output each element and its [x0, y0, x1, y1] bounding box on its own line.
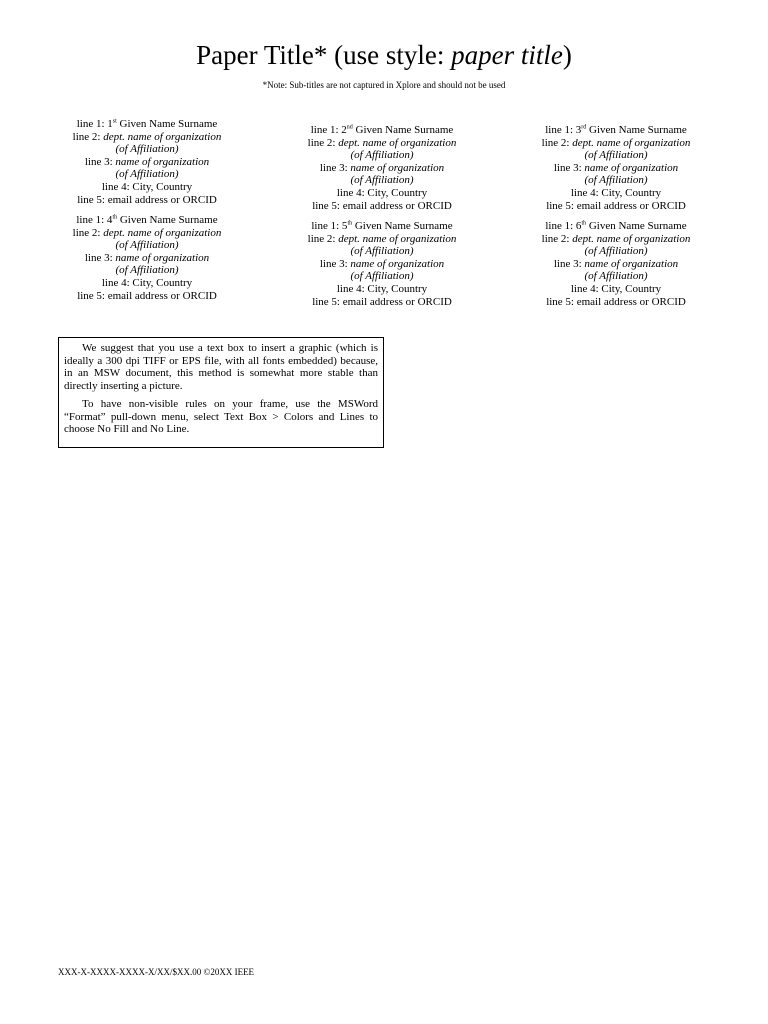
author-line-2b: (of Affiliation) [115, 239, 179, 252]
subtitle-note: *Note: Sub-titles are not captured in Xplore and should not be used [262, 80, 506, 90]
author-line-3: line 3: name of organization [553, 161, 679, 174]
author-line-1: line 1: 3rd Given Name Surname [545, 124, 687, 136]
author-line-1: line 1: 6th Given Name Surname [545, 220, 687, 232]
author-line-5: line 5: email address or ORCID [312, 295, 452, 308]
copyright-footer: XXX-X-XXXX-XXXX-X/XX/$XX.00 ©20XX IEEE [58, 967, 255, 977]
author-line-2: line 2: dept. name of organization [307, 136, 457, 149]
paper-title-main: Paper Title* (use style: [196, 40, 452, 70]
author-line-4: line 4: City, Country [101, 180, 193, 193]
author-line-3b: (of Affiliation) [584, 174, 648, 187]
author-block-2 [277, 124, 487, 212]
author-line-4: line 4: City, Country [570, 186, 662, 199]
paper-title [0, 38, 768, 72]
author-line-5: line 5: email address or ORCID [546, 295, 686, 308]
author-line-3: line 3: name of organization [84, 155, 210, 168]
author-line-3: line 3: name of organization [319, 257, 445, 270]
author-line-2: line 2: dept. name of organization [72, 226, 222, 239]
author-line-5: line 5: email address or ORCID [546, 199, 686, 212]
text-box-paragraph-1: We suggest that you use a text box to insert a graphic (which is ideally a 300 dpi TIFF or EPS file, with all fonts embedded) because, in an MSW document, this method is somewhat more stable than directly inserting a picture. [64, 342, 378, 392]
author-line-2: line 2: dept. name of organization [72, 130, 222, 143]
graphic-text-box[interactable] [58, 337, 384, 448]
author-line-1: line 1: 5th Given Name Surname [311, 220, 453, 232]
paper-title-italic: paper title [451, 40, 563, 70]
author-line-2b: (of Affiliation) [350, 245, 414, 258]
author-line-5: line 5: email address or ORCID [77, 193, 217, 206]
author-line-3b: (of Affiliation) [350, 270, 414, 283]
paper-title-close: ) [562, 40, 572, 70]
author-line-3b: (of Affiliation) [584, 270, 648, 283]
author-line-5: line 5: email address or ORCID [312, 199, 452, 212]
text-box-paragraph-2: To have non-visible rules on your frame, use the MSWord “Format” pull-down menu, select Text Box > Colors and Lines to choose No Fill and No Line. [64, 398, 378, 435]
author-line-3b: (of Affiliation) [115, 264, 179, 277]
author-line-3b: (of Affiliation) [115, 168, 179, 181]
author-line-2b: (of Affiliation) [350, 149, 414, 162]
author-block-4 [42, 214, 252, 302]
author-line-1: line 1: 2nd Given Name Surname [310, 124, 454, 136]
author-line-2b: (of Affiliation) [584, 245, 648, 258]
author-line-4: line 4: City, Country [101, 276, 193, 289]
author-line-2: line 2: dept. name of organization [541, 232, 691, 245]
author-line-3b: (of Affiliation) [350, 174, 414, 187]
author-line-3: line 3: name of organization [553, 257, 679, 270]
author-block-1 [42, 118, 252, 206]
author-block-5 [277, 220, 487, 308]
author-block-3 [511, 124, 721, 212]
author-line-4: line 4: City, Country [336, 282, 428, 295]
author-line-2b: (of Affiliation) [115, 143, 179, 156]
author-line-3: line 3: name of organization [319, 161, 445, 174]
author-line-4: line 4: City, Country [336, 186, 428, 199]
author-line-4: line 4: City, Country [570, 282, 662, 295]
author-line-5: line 5: email address or ORCID [77, 289, 217, 302]
author-block-6 [511, 220, 721, 308]
author-line-2b: (of Affiliation) [584, 149, 648, 162]
author-line-2: line 2: dept. name of organization [307, 232, 457, 245]
author-line-1: line 1: 4th Given Name Surname [76, 214, 218, 226]
author-line-2: line 2: dept. name of organization [541, 136, 691, 149]
author-line-3: line 3: name of organization [84, 251, 210, 264]
author-line-1: line 1: 1st Given Name Surname [76, 118, 218, 130]
